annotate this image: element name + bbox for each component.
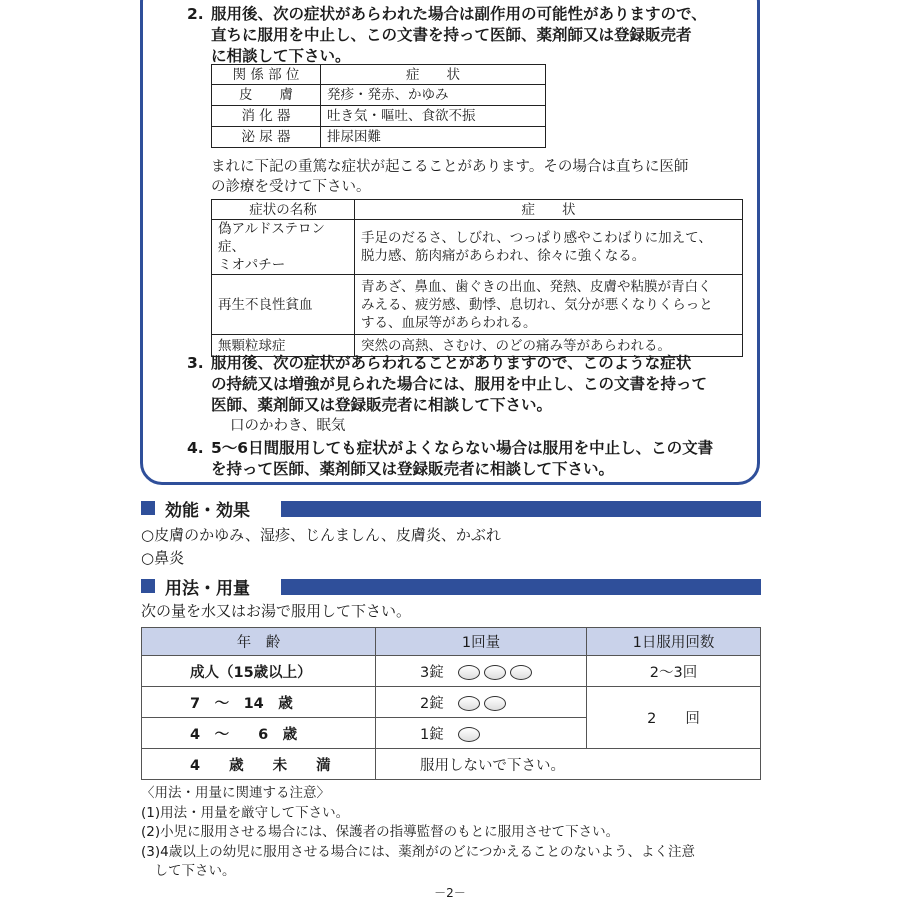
table-cell: 発疹・発赤、かゆみ bbox=[321, 85, 546, 106]
notes-title: 〈用法・用量に関連する注意〉 bbox=[141, 785, 330, 801]
symptom-name: 偽アルドステロン症、 bbox=[218, 221, 326, 255]
table-header: 症状の名称 bbox=[212, 200, 355, 220]
tablet-icon bbox=[510, 665, 532, 680]
item-line: 直ちに服用を中止し、この文書を持って医師、薬剤師又は登録販売者 bbox=[211, 26, 692, 44]
table-row bbox=[142, 749, 761, 780]
note-item: (2)小児に服用させる場合には、保護者の指導監督のもとに服用させて下さい。 bbox=[141, 824, 620, 840]
item-number: 3. bbox=[187, 354, 204, 372]
table-header: 1回量 bbox=[376, 628, 587, 656]
section-rule bbox=[281, 579, 761, 595]
table-cell: 無顆粒球症 bbox=[212, 335, 355, 357]
efficacy-item: ○鼻炎 bbox=[141, 549, 185, 567]
note-item: して下さい。 bbox=[141, 863, 236, 879]
tablet-icon bbox=[484, 696, 506, 711]
side-effect-table bbox=[211, 64, 546, 148]
square-icon bbox=[141, 579, 155, 593]
tablet-icon bbox=[458, 665, 480, 680]
dose-cell: 服用しないで下さい。 bbox=[376, 749, 761, 780]
dosage-intro: 次の量を水又はお湯で服用して下さい。 bbox=[141, 602, 412, 620]
table-cell: 吐き気・嘔吐、食欲不振 bbox=[321, 106, 546, 127]
table-cell: 皮 膚 bbox=[212, 85, 321, 106]
section-rule bbox=[281, 501, 761, 517]
dosage-table bbox=[141, 627, 761, 780]
age-cell: 4 歳 未 満 bbox=[142, 749, 376, 780]
table-cell: 突然の高熱、さむけ、のどの痛み等があらわれる。 bbox=[355, 335, 743, 357]
item-line: 5～6日間服用しても症状がよくならない場合は服用を中止し、この文書 bbox=[211, 439, 714, 457]
item-line: に相談して下さい。 bbox=[211, 47, 351, 65]
symptom-line: みえる、疲労感、動悸、息切れ、気分が悪くなりくらっと bbox=[361, 296, 713, 313]
efficacy-list bbox=[141, 524, 501, 570]
dose-value: 3錠 bbox=[420, 664, 444, 681]
table-header: 関 係 部 位 bbox=[212, 65, 321, 85]
text-line: まれに下記の重篤な症状が起こることがあります。その場合は直ちに医師 bbox=[211, 159, 689, 175]
warning-item-2 bbox=[187, 4, 767, 67]
table-row bbox=[142, 687, 761, 718]
symptom-line: する、血尿等があらわれる。 bbox=[361, 314, 537, 331]
times-cell: 2～3回 bbox=[587, 656, 761, 687]
item-number: 4. bbox=[187, 439, 204, 457]
age-cell: 4 ～ 6 歳 bbox=[142, 718, 376, 749]
table-header: 1日服用回数 bbox=[587, 628, 761, 656]
page-number: －2－ bbox=[434, 886, 466, 900]
table-cell bbox=[212, 220, 355, 275]
square-icon bbox=[141, 501, 155, 515]
symptom-line: 手足のだるさ、しびれ、つっぱり感やこわばりに加えて、 bbox=[361, 230, 712, 246]
efficacy-header bbox=[141, 499, 761, 519]
table-cell bbox=[355, 220, 743, 275]
note-item: (1)用法・用量を厳守して下さい。 bbox=[141, 804, 350, 821]
table-cell: 再生不良性貧血 bbox=[212, 275, 355, 335]
note-item: (3)4歳以上の幼児に服用させる場合には、薬剤がのどにつかえることのないよう、よく注意 bbox=[141, 843, 695, 860]
item-number: 2. bbox=[187, 5, 204, 23]
efficacy-item: ○皮膚のかゆみ、湿疹、じんましん、皮膚炎、かぶれ bbox=[141, 526, 501, 544]
tablet-icon bbox=[458, 727, 480, 742]
dose-value: 2錠 bbox=[420, 695, 444, 712]
warning-item-3 bbox=[187, 353, 767, 416]
dose-cell bbox=[376, 718, 587, 749]
table-header: 症 状 bbox=[355, 200, 743, 220]
serious-symptom-table bbox=[211, 199, 743, 357]
table-cell: 消 化 器 bbox=[212, 106, 321, 127]
table-cell: 泌 尿 器 bbox=[212, 127, 321, 148]
item-line: 医師、薬剤師又は登録販売者に相談して下さい。 bbox=[211, 396, 553, 414]
text-line: の診療を受けて下さい。 bbox=[211, 179, 371, 195]
table-cell bbox=[355, 275, 743, 335]
symptom-line: 青あざ、鼻血、歯ぐきの出血、発熱、皮膚や粘膜が青白く bbox=[361, 278, 712, 295]
item-line: 服用後、次の症状があらわれることがありますので、このような症状 bbox=[211, 354, 692, 372]
age-cell: 成人（15歳以上） bbox=[142, 656, 376, 687]
item-3-symptoms: 口のかわき、眠気 bbox=[230, 418, 346, 434]
dose-cell bbox=[376, 687, 587, 718]
rare-warning-text bbox=[211, 157, 751, 197]
times-cell: 2 回 bbox=[587, 687, 761, 749]
dosage-header bbox=[141, 577, 761, 597]
item-line: の持続又は増強が見られた場合には、服用を中止し、この文書を持って bbox=[211, 375, 708, 393]
section-title: 効能・効果 bbox=[165, 501, 250, 521]
table-header: 年 齢 bbox=[142, 628, 376, 656]
item-line: 服用後、次の症状があらわれた場合は副作用の可能性がありますので、 bbox=[211, 5, 707, 23]
symptom-line: 脱力感、筋肉痛があらわれ、徐々に強くなる。 bbox=[361, 248, 646, 264]
table-header: 症 状 bbox=[321, 65, 546, 85]
dose-value: 1錠 bbox=[420, 726, 444, 743]
warning-item-4 bbox=[187, 438, 767, 480]
symptom-name: ミオパチー bbox=[218, 257, 286, 273]
age-cell: 7 ～ 14 歳 bbox=[142, 687, 376, 718]
tablet-icon bbox=[458, 696, 480, 711]
table-cell: 排尿困難 bbox=[321, 127, 546, 148]
item-line: を持って医師、薬剤師又は登録販売者に相談して下さい。 bbox=[211, 460, 615, 478]
table-row bbox=[142, 656, 761, 687]
dose-cell bbox=[376, 656, 587, 687]
section-title: 用法・用量 bbox=[165, 579, 250, 599]
dosage-notes bbox=[141, 784, 766, 882]
tablet-icon bbox=[484, 665, 506, 680]
